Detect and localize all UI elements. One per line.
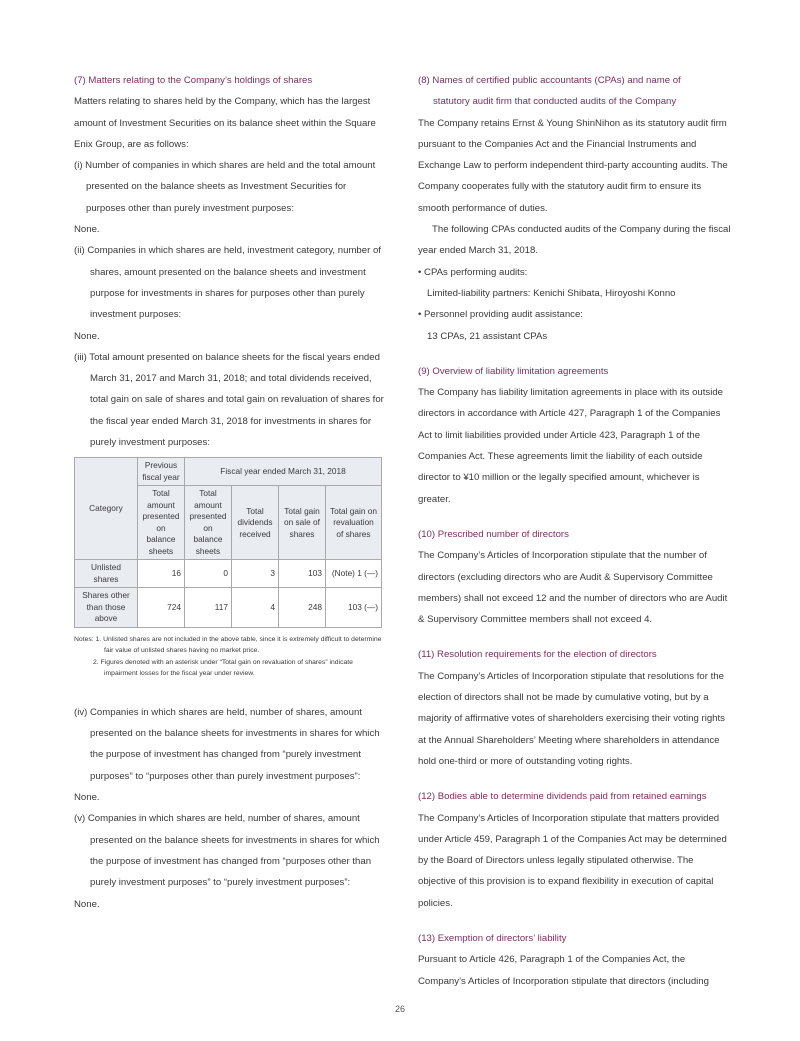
section-8-bullet-1: • CPAs performing audits: xyxy=(418,266,528,278)
header-previous-fiscal-year: Previous fiscal year xyxy=(138,458,185,486)
cell-gain-sale: 103 xyxy=(279,560,326,588)
row-category: Shares other than those above xyxy=(75,588,138,628)
note-2: 2. Figures denoted with an asterisk under “Total gain on revaluation of shares” indicate impairment losses for the fiscal year under review. xyxy=(93,658,353,678)
section-13-heading: (13) Exemption of directors’ liability xyxy=(418,932,567,944)
item-iii-text: (iii) Total amount presented on balance sheets for the fiscal years ended March 31, 2017 and March 31, 2018; and total dividends received, total gain on sale of shares and total gain on revaluation of shares for the fiscal year ended March 31, 2018 for investments in shares for purely investment purposes: xyxy=(74,351,384,449)
section-8-heading-line1: (8) Names of certified public accountants (CPAs) and name of xyxy=(418,75,681,86)
note-1: Notes: 1. Unlisted shares are not included in the above table, since it is extremely difficult to determine fair value of unlisted shares having no market price. xyxy=(74,635,382,655)
table-row xyxy=(75,588,382,628)
section-13-paragraph: Pursuant to Article 426, Paragraph 1 of the Companies Act, the Company’s Articles of Incorporation stipulate that directors (including xyxy=(418,954,709,987)
item-i-text: (i) Number of companies in which shares are held and the total amount presented on the balance sheets as Investment Securities for purposes other than purely investment purposes: xyxy=(74,160,376,214)
left-column xyxy=(74,70,386,915)
row-category: Unlisted shares xyxy=(75,560,138,588)
right-column xyxy=(418,70,734,992)
header-gain-on-sale: Total gain on sale of shares xyxy=(279,486,326,560)
header-total-amount-fy: Total amount presented on balance sheets xyxy=(185,486,232,560)
shares-table xyxy=(74,457,382,628)
section-12-paragraph: The Company’s Articles of Incorporation stipulate that matters provided under Article 459, Paragraph 1 of the Companies Act may be determined by the Board of Directors unless legally stipulated otherwise. The objective of this provision is to expand flexibility in execution of capital policies. xyxy=(418,812,727,909)
item-ii-none: None. xyxy=(74,330,100,342)
table-row xyxy=(75,560,382,588)
header-gain-on-revaluation: Total gain on revaluation of shares xyxy=(326,486,382,560)
section-8-bullet-2-sub: 13 CPAs, 21 assistant CPAs xyxy=(427,330,548,342)
item-ii-text: (ii) Companies in which shares are held, investment category, number of shares, amount presented on the balance sheets and investment purpose for investments in shares for purposes other than purely investment purposes: xyxy=(74,245,381,321)
section-12-heading: (12) Bodies able to determine dividends paid from retained earnings xyxy=(418,791,707,803)
section-9-paragraph: The Company has liability limitation agreements in place with its outside directors in accordance with Article 427, Paragraph 1 of the Companies Act to limit liabilities provided under Article 423, Paragraph 1 of the Companies Act. These agreements limit the liability of each outside director to ¥10 million or the legally specified amount, whichever is greater. xyxy=(418,387,724,505)
cell-fy: 0 xyxy=(185,560,232,588)
item-i-none: None. xyxy=(74,224,100,236)
page-number: 26 xyxy=(394,1004,405,1014)
cell-gain-reval: 103 (—) xyxy=(326,588,382,628)
cell-gain-sale: 248 xyxy=(279,588,326,628)
item-iv-text: (iv) Companies in which shares are held, number of shares, amount presented on the balance sheets for investments in shares for which the purpose of investment has changed from “purely investment purposes” to “purposes other than purely investment purposes”: xyxy=(74,706,380,782)
header-category: Category xyxy=(75,458,138,560)
section-8-bullet-1-sub: Limited-liability partners: Kenichi Shibata, Hiroyoshi Konno xyxy=(427,287,676,299)
item-iv-none: None. xyxy=(74,792,100,804)
cell-dividends: 4 xyxy=(232,588,279,628)
cell-gain-reval: (Note) 1 (—) xyxy=(326,560,382,588)
section-7-intro: Matters relating to shares held by the Company, which has the largest amount of Investment Securities on its balance sheet within the Square Enix Group, are as follows: xyxy=(74,96,376,150)
section-10-paragraph: The Company’s Articles of Incorporation stipulate that the number of directors (excluding directors who are Audit & Supervisory Committee members) shall not exceed 12 and the number of directors who are Audit & Supervisory Committee members shall not exceed 4. xyxy=(418,550,728,626)
section-8-paragraph-1: The Company retains Ernst & Young ShinNihon as its statutory audit firm pursuant to the Companies Act and the Financial Instruments and Exchange Law to perform independent third-party accounting audits. The Company cooperates fully with the statutory audit firm to ensure its smooth performance of duties. xyxy=(418,117,728,214)
section-8-heading-line2: statutory audit firm that conducted audits of the Company xyxy=(433,96,677,108)
cell-fy: 117 xyxy=(185,588,232,628)
header-total-dividends: Total dividends received xyxy=(232,486,279,560)
item-v-none: None. xyxy=(74,898,100,910)
section-11-heading: (11) Resolution requirements for the election of directors xyxy=(418,649,657,661)
section-11-paragraph: The Company’s Articles of Incorporation stipulate that resolutions for the election of directors shall not be made by cumulative voting, but by a majority of affirmative votes of shareholders exercising their voting rights at the Annual Shareholders’ Meeting where shareholders in attendance hold one-third or more of outstanding voting rights. xyxy=(418,670,725,767)
header-fiscal-year: Fiscal year ended March 31, 2018 xyxy=(185,458,382,486)
section-8-paragraph-2: The following CPAs conducted audits of the Company during the fiscal year ended March 31, 2018. xyxy=(418,224,731,257)
table-notes xyxy=(74,634,386,680)
cell-dividends: 3 xyxy=(232,560,279,588)
section-7-heading: (7) Matters relating to the Company’s holdings of shares xyxy=(74,75,313,86)
section-10-heading: (10) Prescribed number of directors xyxy=(418,528,569,540)
section-9-heading: (9) Overview of liability limitation agreements xyxy=(418,365,609,377)
cell-prev: 724 xyxy=(138,588,185,628)
item-v-text: (v) Companies in which shares are held, number of shares, amount presented on the balance sheets for investments in shares for which the purpose of investment has changed from “purposes other than purely investment purposes” to “purely investment purposes”: xyxy=(74,813,380,889)
cell-prev: 16 xyxy=(138,560,185,588)
section-8-bullet-2: • Personnel providing audit assistance: xyxy=(418,309,583,321)
header-total-amount-prev: Total amount presented on balance sheets xyxy=(138,486,185,560)
